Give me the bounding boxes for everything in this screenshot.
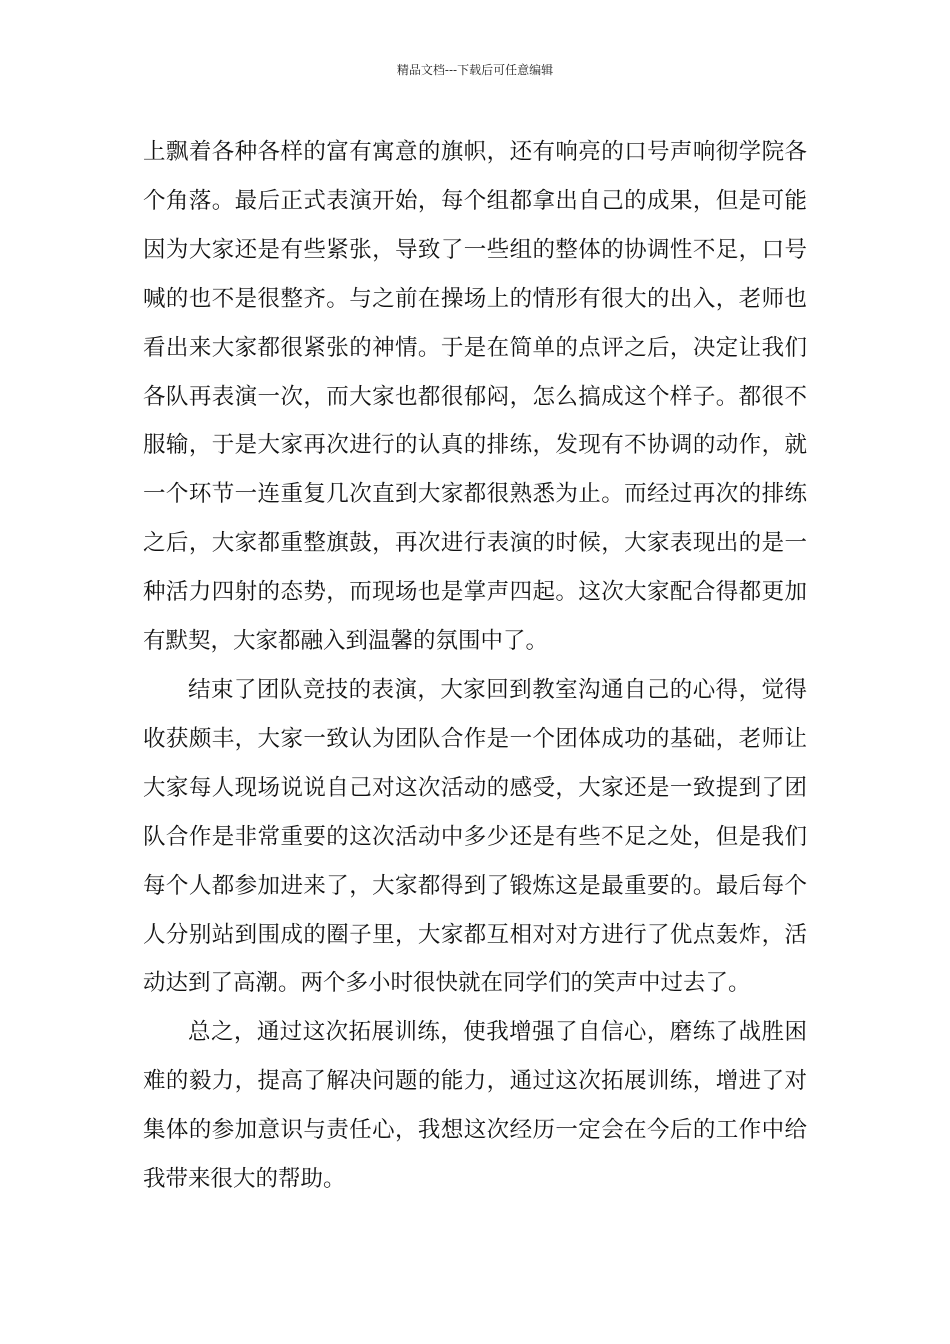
page-header: 精品文档---下载后可任意编辑 xyxy=(396,63,554,77)
paragraph-conclusion: 总之，通过这次拓展训练，使我增强了自信心，磨练了战胜困难的毅力，提高了解决问题的能力，通过这次拓展训练，增进了对集体的参加意识与责任心，我想这次经历一定会在今后的工作中给我带来很大的帮助。 xyxy=(143,1019,807,1193)
paragraph-continuation: 上飘着各种各样的富有寓意的旗帜，还有响亮的口号声响彻学院各个角落。最后正式表演开始，每个组都拿出自己的成果，但是可能因为大家还是有些紧张，导致了一些组的整体的协调性不足，口号喊的也不是很整齐。与之前在操场上的情形有很大的出入，老师也看出来大家都很紧张的神情。于是在简单的点评之后，决定让我们各队再表演一次，而大家也都很郁闷，怎么搞成这个样子。都很不服输，于是大家再次进行的认真的排练，发现有不协调的动作，就一个环节一连重复几次直到大家都很熟悉为止。而经过再次的排练之后，大家都重整旗鼓，再次进行表演的时候，大家表现出的是一种活力四射的态势，而现场也是掌声四起。这次大家配合得都更加有默契，大家都融入到温馨的氛围中了。 xyxy=(143,139,807,655)
paragraph-team-competition-reflection: 结束了团队竞技的表演，大家回到教室沟通自己的心得，觉得收获颇丰，大家一致认为团队合作是一个团体成功的基础，老师让大家每人现场说说自己对这次活动的感受，大家还是一致提到了团队合作是非常重要的这次活动中多少还是有些不足之处，但是我们每个人都参加进来了，大家都得到了锻炼这是最重要的。最后每个人分别站到围成的圈子里，大家都互相对对方进行了优点轰炸，活动达到了高潮。两个多小时很快就在同学们的笑声中过去了。 xyxy=(143,676,807,997)
document-body xyxy=(143,128,807,1204)
